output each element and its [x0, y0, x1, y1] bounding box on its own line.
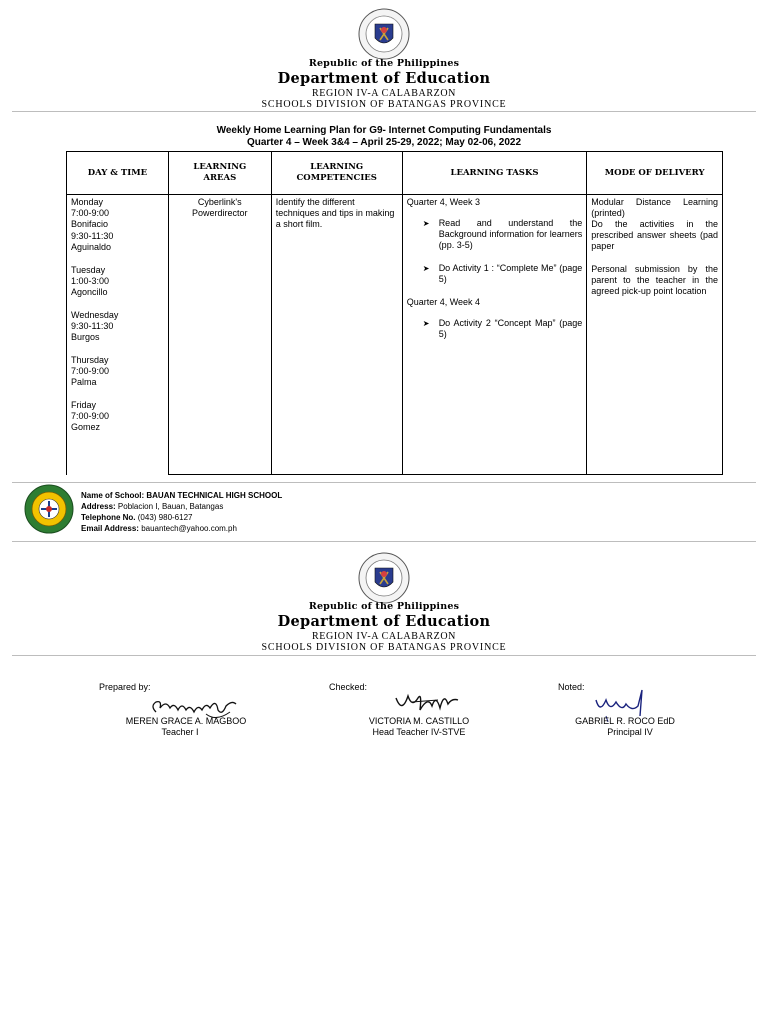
learning-area-cell: Cyberlink's Powerdirector	[168, 195, 271, 475]
schedule-time: 1:00-3:00	[71, 276, 110, 286]
table-row	[67, 195, 723, 475]
mode-text: Do the activities in the prescribed answer sheets (pad paper	[591, 219, 718, 251]
schedule-time: 7:00-9:00	[71, 208, 110, 218]
checked-name: VICTORIA M. CASTILLO	[368, 716, 470, 726]
schedule-section: Gomez	[71, 422, 101, 432]
list-item: ➤ Read and understand the Background information for learners (pp. 3-5)	[422, 218, 583, 250]
arrow-bullet-icon: ➤	[422, 319, 430, 328]
schedule-section: Agoncillo	[71, 287, 108, 297]
arrow-bullet-icon: ➤	[422, 219, 430, 228]
schedule-day: Monday	[71, 197, 104, 207]
header-learning-competencies: LEARNING COMPETENCIES	[271, 152, 402, 195]
header-divider	[12, 655, 756, 656]
school-email: bauantech@yahoo.com.ph	[141, 524, 237, 533]
header-mode-of-delivery: MODE OF DELIVERY	[587, 152, 723, 195]
footer-divider	[12, 482, 756, 483]
week3-label: Quarter 4, Week 3	[406, 197, 481, 207]
school-phone: (043) 980-6127	[137, 513, 193, 522]
header-learning-tasks: LEARNING TASKS	[402, 152, 587, 195]
letterhead-top	[0, 58, 768, 110]
schedule-day: Thursday	[71, 355, 109, 365]
mode-text: Personal submission by the parent to the teacher in the agreed pick-up point location	[591, 264, 718, 296]
schedule-section: Aguinaldo	[71, 242, 112, 252]
competency-cell: Identify the different techniques and tips in making a short film.	[271, 195, 402, 475]
header-learning-areas: LEARNING AREAS	[168, 152, 271, 195]
region-text: REGION IV-A CALABARZON	[312, 631, 456, 642]
schedule-entry	[71, 400, 164, 433]
arrow-bullet-icon: ➤	[422, 264, 430, 273]
noted-name: GABRIEL R. ROCO EdD	[575, 716, 675, 726]
school-name: BAUAN TECHNICAL HIGH SCHOOL	[146, 491, 283, 500]
schedule-day: Wednesday	[71, 310, 119, 320]
schedule-time: 9:30-11:30	[71, 231, 114, 241]
schedule-time: 9:30-11:30	[71, 321, 114, 331]
region-text: REGION IV-A CALABARZON	[312, 88, 456, 99]
department-title: Department of Education	[277, 613, 491, 630]
mode-of-delivery-cell	[587, 195, 723, 475]
department-title: Department of Education	[277, 70, 491, 87]
mode-text: Modular Distance Learning (printed)	[591, 197, 718, 218]
week4-task-list	[407, 318, 583, 340]
schedule-day: Tuesday	[71, 265, 106, 275]
checked-signature-icon	[392, 688, 462, 718]
plan-title: Weekly Home Learning Plan for G9- Internet Computing Fundamentals	[216, 125, 552, 136]
noted-title: Principal IV	[607, 727, 653, 737]
schedule-section: Bonifacio	[71, 219, 109, 229]
list-item: ➤ Do Activity 1 : “Complete Me” (page 5)	[422, 263, 583, 284]
header-divider	[12, 111, 756, 112]
schedule-day: Friday	[71, 400, 97, 410]
tasks-cell	[402, 195, 587, 475]
schedule-time: 7:00-9:00	[71, 366, 110, 376]
prepared-title: Teacher I	[161, 727, 199, 737]
list-item: ➤ Do Activity 2 “Concept Map” (page 5)	[422, 318, 583, 339]
schedule-entry	[71, 310, 164, 343]
school-address: Poblacion I, Bauan, Batangas	[117, 502, 224, 511]
schedule-entry	[71, 355, 164, 388]
schedule-entry	[71, 265, 164, 298]
republic-text: Republic of the Philippines	[308, 58, 460, 69]
school-info-text: Name of School: BAUAN TECHNICAL HIGH SCHOOL Address: Poblacion I, Bauan, Batangas Telephone No. (043) 980-6127 Email Address: bauantech@yahoo.com.ph	[81, 491, 283, 533]
schedule-cell	[67, 195, 169, 475]
schedule-section: Burgos	[71, 332, 100, 342]
week4-label: Quarter 4, Week 4	[406, 297, 481, 307]
school-logo-icon	[24, 484, 74, 534]
week3-task-list	[407, 218, 583, 285]
schedule-section: Palma	[71, 377, 97, 387]
division-text: SCHOOLS DIVISION OF BATANGAS PROVINCE	[261, 642, 507, 653]
header-day-time: DAY & TIME	[67, 152, 169, 195]
checked-label: Checked:	[329, 682, 368, 692]
letterhead-second	[0, 601, 768, 653]
learning-plan-table	[66, 151, 723, 475]
checked-title: Head Teacher IV-STVE	[372, 727, 466, 737]
footer-divider-bottom	[12, 541, 756, 542]
prepared-by-label: Prepared by:	[99, 682, 151, 692]
division-text: SCHOOLS DIVISION OF BATANGAS PROVINCE	[261, 99, 507, 110]
noted-label: Noted:	[558, 682, 585, 692]
plan-subtitle: Quarter 4 – Week 3&4 – April 25-29, 2022; May 02-06, 2022	[246, 137, 522, 148]
deped-seal-icon	[358, 8, 410, 60]
schedule-entry	[71, 197, 164, 230]
deped-seal-icon	[358, 552, 410, 604]
school-info-footer	[0, 484, 768, 540]
schedule-time: 7:00-9:00	[71, 411, 110, 421]
prepared-name: MEREN GRACE A. MAGBOO	[125, 716, 247, 726]
republic-text: Republic of the Philippines	[308, 601, 460, 612]
schedule-entry	[71, 231, 164, 253]
table-header-row	[67, 152, 723, 195]
